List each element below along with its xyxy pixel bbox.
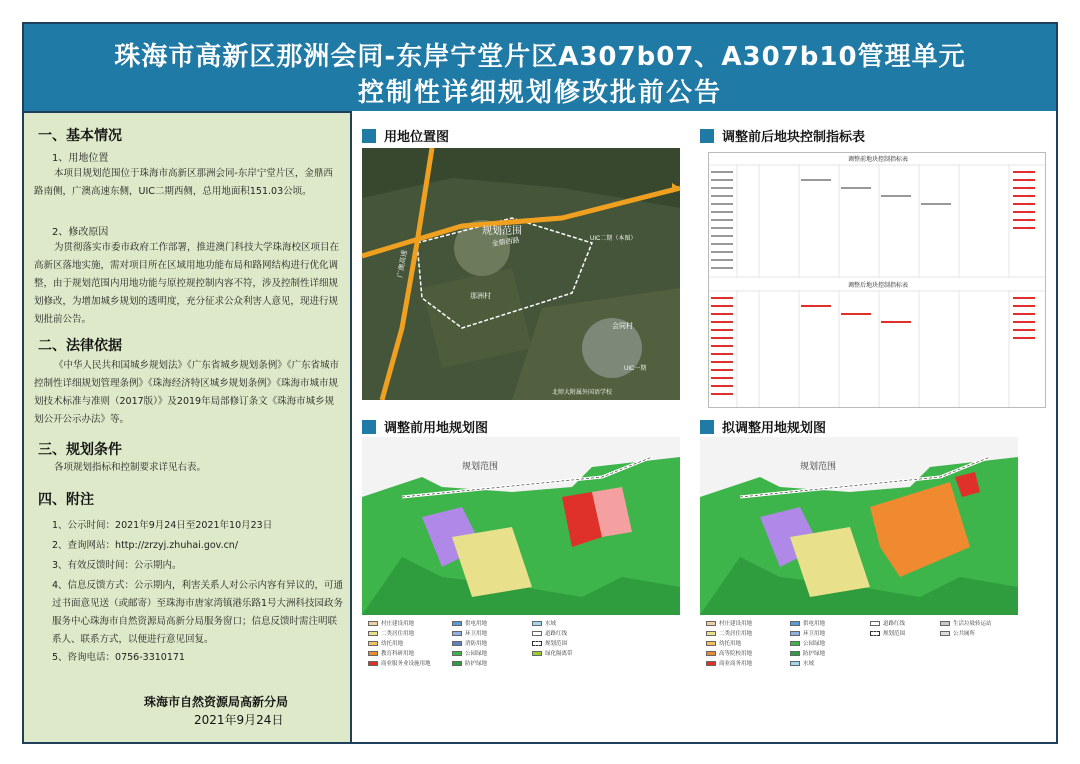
legend-item: 规划范围 — [870, 629, 905, 637]
after-plan-map — [700, 437, 1018, 615]
huitong-label: 会同村 — [612, 323, 633, 330]
header-banner — [24, 24, 1056, 111]
index-table-svg — [709, 153, 1046, 408]
notice-frame — [22, 22, 1058, 744]
note-item-2: 2、查询网站：http://zrzyj.zhuhai.gov.cn/ — [52, 540, 239, 551]
legend-item: 商业服务业设施用地 — [368, 659, 431, 667]
jinding-label: 金鼎西路 — [491, 237, 521, 248]
after-legend — [700, 615, 1018, 715]
section1-para2: 为贯彻落实市委市政府工作部署，推进澳门科技大学珠海校区项目在高新区落地实施，需对项目所在区域用地功能布局和路网结构进行优化调整，由于规划范围内用地功能与原控规控制内容不符，涉及控制性详细规划修改，为增加城乡规划的透明度，充分征求公众利害人意见，现进行规划批前公告。 — [34, 242, 340, 325]
title-marker-icon — [700, 420, 714, 434]
section1-sub2: 2、修改原因 — [52, 227, 109, 238]
section4-title: 四、附注 — [38, 492, 94, 508]
uic-label: UIC二期（本图） — [590, 236, 637, 242]
legend-item: 公共厕所 — [940, 629, 975, 637]
legend-item: 绿化隔离带 — [532, 649, 573, 657]
section2-para: 《中华人民共和国城乡规划法》《广东省城乡规划条例》《广东省城市控制性详细规划管理条例》《珠海经济特区城乡规划条例》《珠海市城市规划技术标准与准则（2017版）》及2019年局部修订条文《珠海市城乡规划公开公示办法》等。 — [34, 360, 340, 425]
legend-item: 消防用地 — [452, 639, 487, 647]
legend-item: 水域 — [532, 619, 556, 627]
left-text-panel — [24, 111, 352, 742]
legend-item: 供电用地 — [790, 619, 825, 627]
title-line2: 控制性详细规划修改批前公告 — [357, 78, 722, 108]
legend-item: 二类居住用地 — [368, 629, 414, 637]
legend-item: 高等院校用地 — [706, 649, 752, 657]
legend-item: 道路红线 — [532, 629, 567, 637]
location-map-svg — [362, 148, 680, 400]
note-item-5: 5、咨询电话：0756-3310171 — [52, 652, 185, 663]
table-before-rows — [711, 171, 951, 269]
table-before-grid — [709, 165, 1046, 277]
before-plan-svg — [362, 437, 680, 615]
after-plan-svg — [700, 437, 1018, 615]
table-before-title: 调整前地块控制指标表 — [847, 157, 909, 163]
index-table — [708, 152, 1046, 408]
location-map-title: 用地位置图 — [362, 126, 449, 145]
section2-title: 二、法律依据 — [38, 338, 122, 354]
legend-item: 防护绿地 — [790, 649, 825, 657]
table-after-rows — [711, 297, 1035, 395]
legend-item: 教育科研用地 — [368, 649, 414, 657]
section1-title: 一、基本情况 — [38, 128, 122, 144]
footer-date: 2021年9月24日 — [194, 713, 284, 727]
before-scope-label: 规划范围 — [462, 461, 499, 471]
legend-item: 防护绿地 — [452, 659, 487, 667]
section3-title: 三、规划条件 — [38, 442, 122, 458]
nazhou-label: 那洲村 — [470, 293, 491, 300]
index-table-title: 调整前后地块控制指标表 — [700, 126, 865, 145]
before-plan-title: 调整前用地规划图 — [362, 417, 488, 436]
legend-item: 公园绿地 — [790, 639, 825, 647]
note-item-1: 1、公示时间：2021年9月24日至2021年10月23日 — [52, 520, 273, 531]
legend-item: 环卫用地 — [452, 629, 487, 637]
after-plan-title: 拟调整用地规划图 — [700, 417, 826, 436]
legend-item: 道路红线 — [870, 619, 905, 627]
legend-item: 水域 — [790, 659, 814, 667]
note-item-4: 4、信息反馈方式：公示期内，利害关系人对公示内容有异议的，可通过书面意见送（或邮寄）至珠海市唐家湾镇港乐路1号大洲科技园政务服务中心珠海市自然资源局高新分局服务窗口；信息反馈时需注明联系人、联系方式，以便进行意见回复。 — [52, 580, 344, 645]
uic-one-label: UIC一期 — [624, 366, 647, 372]
school-label: 北师大附属外国语学校 — [552, 390, 613, 396]
after-scope-label: 规划范围 — [800, 461, 837, 471]
legend-item: 二类居住用地 — [706, 629, 752, 637]
table-before-remarks — [1013, 171, 1035, 229]
legend-item: 环卫用地 — [790, 629, 825, 637]
legend-item: 公园绿地 — [452, 649, 487, 657]
table-after-grid — [709, 291, 1046, 408]
before-legend — [362, 615, 680, 715]
legend-item: 村庄建设用地 — [368, 619, 414, 627]
section1-sub1: 1、用地位置 — [52, 153, 109, 164]
title-marker-icon — [362, 420, 376, 434]
section1-para1: 本项目规划范围位于珠海市高新区那洲会同-东岸宁堂片区，金鼎西路南侧，广澳高速东侧，UIC二期西侧，总用地面积151.03公顷。 — [34, 168, 333, 197]
note-item-3: 3、有效反馈时间：公示期内。 — [52, 560, 182, 571]
legend-item: 规划范围 — [532, 639, 567, 647]
footer-org: 珠海市自然资源局高新分局 — [144, 695, 289, 709]
legend-item: 生活垃圾转运站 — [940, 619, 992, 627]
scope-label: 规划范围 — [482, 226, 522, 237]
legend-item: 商业商务用地 — [706, 659, 752, 667]
title-line1: 珠海市高新区那洲会同-东岸宁堂片区A307b07、A307b10管理单元 — [114, 42, 966, 72]
legend-item: 供电用地 — [452, 619, 487, 627]
location-map — [362, 148, 680, 400]
title-marker-icon — [700, 129, 714, 143]
title-marker-icon — [362, 129, 376, 143]
legend-item: 幼托用地 — [368, 639, 403, 647]
legend-item: 村庄建设用地 — [706, 619, 752, 627]
legend-item: 幼托用地 — [706, 639, 741, 647]
guangao-label: 广澳高速 — [397, 249, 409, 279]
table-after-title: 调整后地块控制指标表 — [847, 283, 909, 289]
section3-para: 各项规划指标和控制要求详见右表。 — [54, 462, 207, 473]
before-plan-map — [362, 437, 680, 615]
